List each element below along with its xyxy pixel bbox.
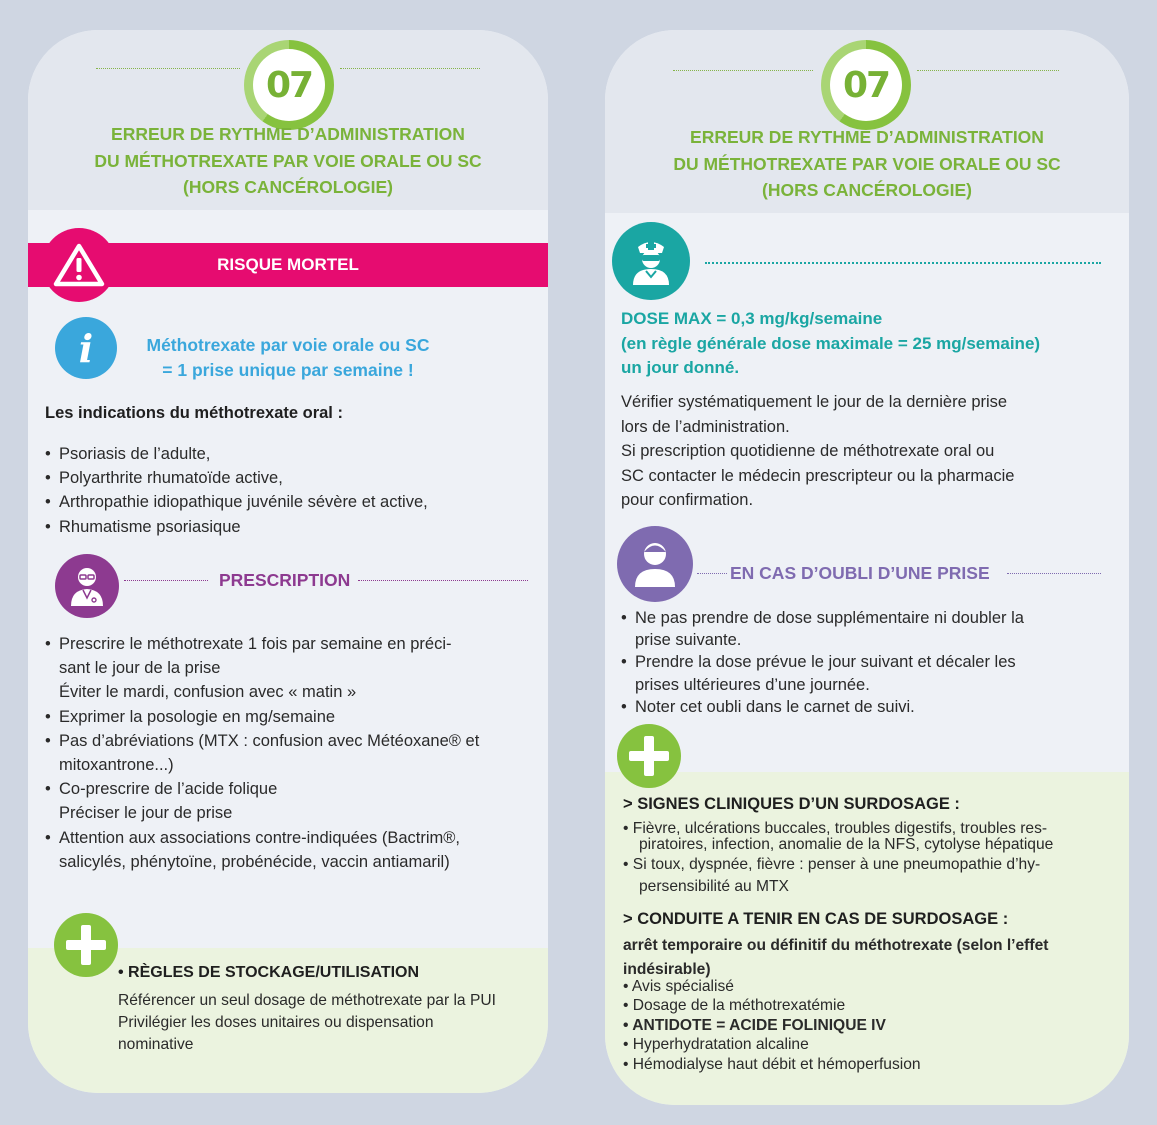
verify-text: Vérifier systématiquement le jour de la dernière prise lors de l’administration. Si prescription quotidienne de méthotrexate oral ou SC contacter le médecin prescripteur ou la pharmacie pour confirmation. [621,393,1015,509]
list-item: piratoires, infection, anomalie de la NFS, cytolyse hépatique [639,836,1054,854]
list-item: • Exprimer la posologie en mg/semaine [45,705,531,729]
indications-list [45,442,428,539]
card-left [28,30,548,1093]
list-item: • Prendre la dose prévue le jour suivant et décaler les prises ultérieures d’une journée. [621,651,1111,695]
list-item: • Polyarthrite rhumatoïde active, [45,466,428,490]
list-item: • Co-prescrire de l’acide folique Préciser le jour de prise [45,777,531,825]
risk-label: RISQUE MORTEL [217,255,359,274]
card-title: ERREUR DE RYTHME D’ADMINISTRATION DU MÉTHOTREXATE PAR VOIE ORALE OU SC (HORS CANCÉROLOGIE) [94,124,482,197]
divider [340,68,480,69]
signs-list [623,819,1113,897]
prescription-list [45,632,531,874]
list-item: • Pas d’abréviations (MTX : confusion avec Météoxane® et mitoxantrone...) [45,729,531,777]
missed-dose-label: EN CAS D’OUBLI D’UNE PRISE [730,563,990,583]
list-item: • Dosage de la méthotrexatémie [623,997,846,1015]
card-right [605,30,1129,1105]
conduct-heading: > CONDUITE A TENIR EN CAS DE SURDOSAGE : [623,910,1009,928]
dose-max: DOSE MAX = 0,3 mg/kg/semaine (en règle générale dose maximale = 25 mg/semaine) un jour donné. [621,309,1041,377]
patient-icon [617,526,693,602]
conduct-list [623,977,1113,1074]
divider [673,70,813,71]
info-message: Méthotrexate par voie orale ou SC = 1 prise unique par semaine ! [146,335,430,380]
storage-heading: • RÈGLES DE STOCKAGE/UTILISATION [118,964,420,981]
warning-icon [42,228,116,302]
list-item: • Rhumatisme psoriasique [45,515,428,539]
prescription-label: PRESCRIPTION [219,570,351,590]
list-item: • Si toux, dyspnée, fièvre : penser à une pneumopathie d’hy- [623,855,1041,873]
list-item: • Prescrire le méthotrexate 1 fois par semaine en préci- sant le jour de la prise Éviter le mardi, confusion avec « matin » [45,632,531,705]
number-badge: 07 [821,40,911,130]
list-item: • Psoriasis de l’adulte, [45,442,428,466]
divider [358,580,528,581]
list-item: • Fièvre, ulcérations buccales, troubles digestifs, troubles res- [623,820,1048,837]
indications-heading: Les indications du méthotrexate oral : [45,404,343,422]
nurse-icon [612,222,690,300]
divider [124,580,208,581]
divider [705,262,1101,264]
divider [697,573,727,574]
doctor-icon [55,554,119,618]
missed-dose-list [621,607,1111,718]
divider [917,70,1059,71]
storage-text: Référencer un seul dosage de méthotrexate par la PUI Privilégier les doses unitaires ou dispensation nominative [118,992,496,1053]
list-item: • ANTIDOTE = ACIDE FOLINIQUE IV [623,1016,886,1034]
info-icon: i [55,317,117,379]
conduct-intro: arrêt temporaire ou définitif du méthotrexate (selon l’effet indésirable) [623,937,1049,978]
list-item: persensibilité au MTX [639,878,789,896]
list-item: • Noter cet oubli dans le carnet de suivi. [621,696,1111,718]
plus-icon [617,724,681,788]
divider [96,68,240,69]
divider [1007,573,1101,574]
list-item: • Hyperhydratation alcaline [623,1036,809,1054]
list-item: • Avis spécialisé [623,978,734,995]
list-item: • Ne pas prendre de dose supplémentaire ni doubler la prise suivante. [621,607,1111,651]
list-item: • Hémodialyse haut débit et hémoperfusion [623,1055,921,1073]
list-item: • Attention aux associations contre-indiquées (Bactrim®, salicylés, phénytoïne, probénécide, vaccin antiamaril) [45,826,531,874]
signs-heading: > SIGNES CLINIQUES D’UN SURDOSAGE : [623,795,960,813]
number-badge: 07 [244,40,334,130]
card-title: ERREUR DE RYTHME D’ADMINISTRATION DU MÉTHOTREXATE PAR VOIE ORALE OU SC (HORS CANCÉROLOGIE) [673,127,1061,200]
list-item: • Arthropathie idiopathique juvénile sévère et active, [45,490,428,514]
plus-icon [54,913,118,977]
